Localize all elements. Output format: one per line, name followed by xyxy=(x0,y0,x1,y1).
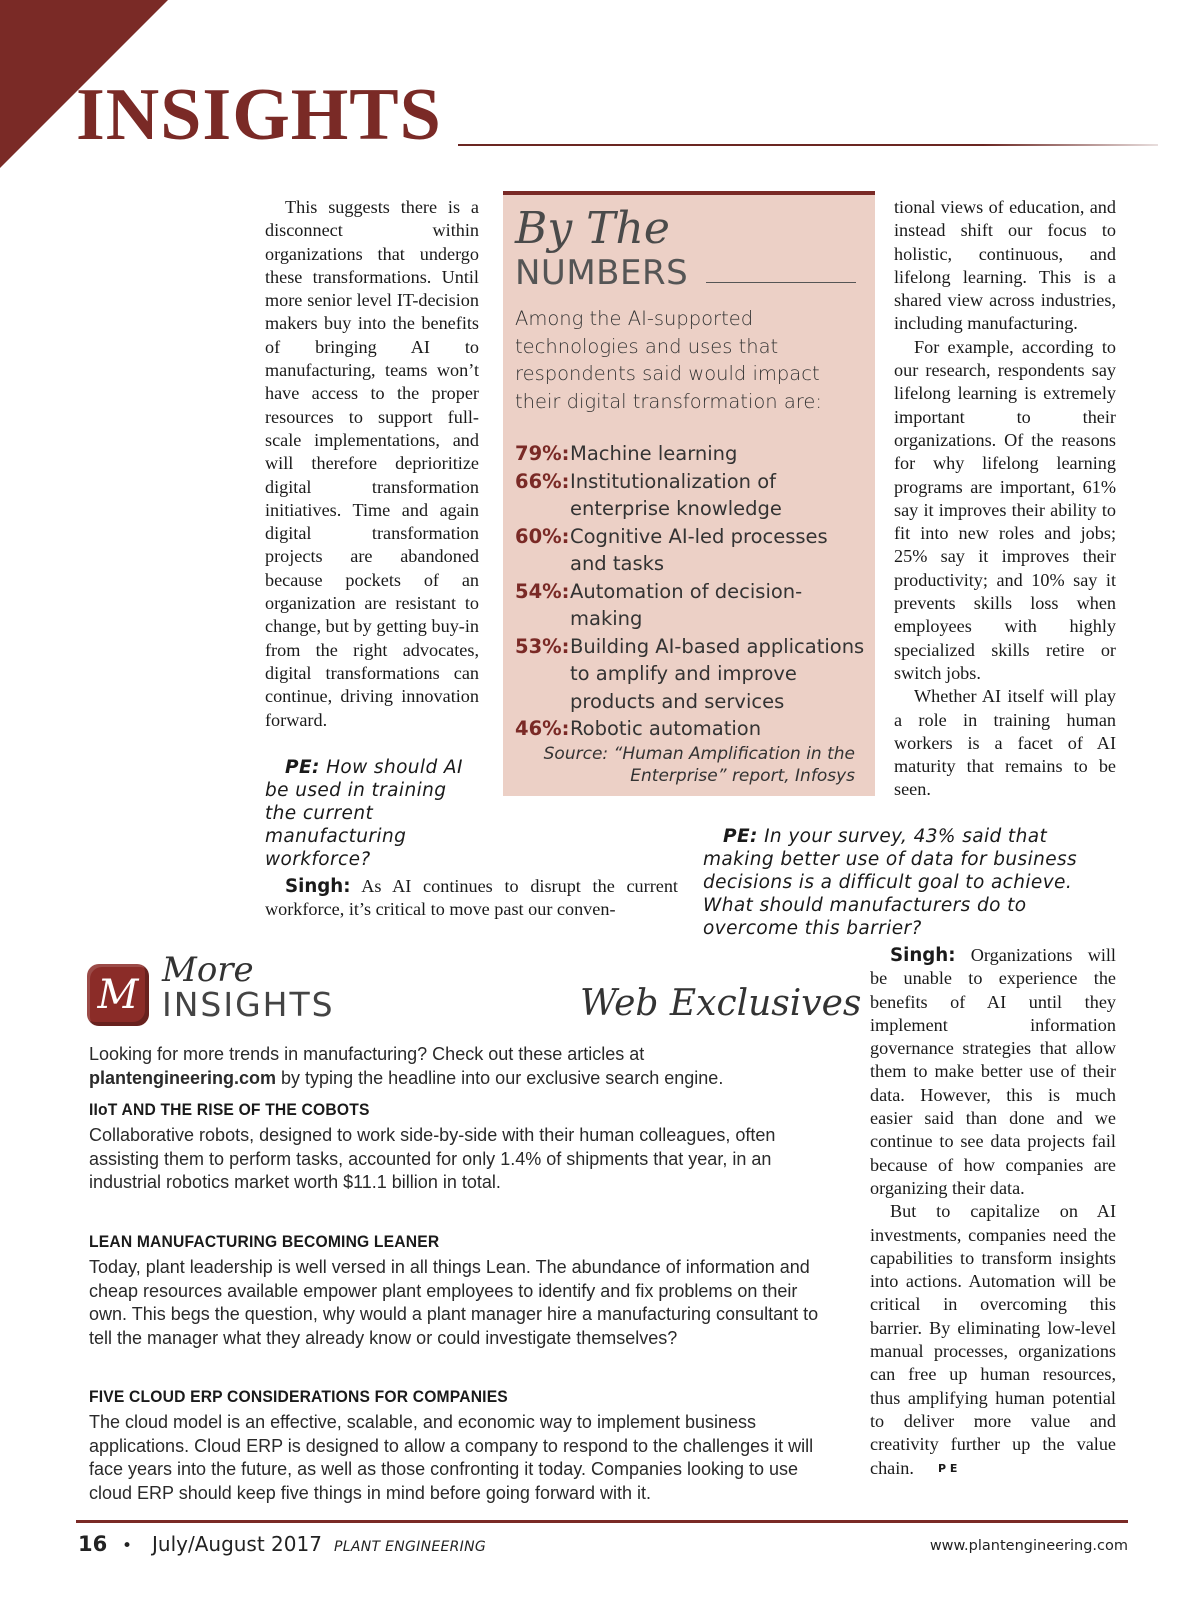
more-insights-title: INSIGHTS xyxy=(162,985,335,1024)
stat-percent: 53%: xyxy=(515,634,570,658)
article-body: Today, plant leadership is well versed in all things Lean. The abundance of information and cheap resources available empower plant employees to identify and fix problems on their own. This begs the question, why would a plant manager hire a manufacturing consultant to tell the manager what they already know or could investigate themselves? xyxy=(89,1257,819,1348)
paragraph: This suggests there is a disconnect within organizations that undergo these transformations. Until more senior level IT-decision makers buy into the benefits of bringing AI to manufacturing, teams won’t have access to the proper resources to support full-scale implementations, and will therefore deprioritize digital transformation initiatives. Time and again digital transformation projects are abandoned because pockets of an organization are resistant to change, but by getting buy-in from the right advocates, digital transformations can continue, driving innovation forward. xyxy=(265,197,479,730)
stat-item xyxy=(515,468,870,523)
web-exclusives-title: Web Exclusives xyxy=(580,983,862,1024)
stat-item xyxy=(515,523,870,578)
article-title[interactable]: FIVE CLOUD ERP CONSIDERATIONS FOR COMPANIES xyxy=(89,1387,508,1406)
stat-list xyxy=(515,440,870,743)
article-title[interactable]: IIoT AND THE RISE OF THE COBOTS xyxy=(89,1100,370,1119)
box-heading-numbers: NUMBERS xyxy=(515,253,689,293)
stat-label: Robotic automation xyxy=(570,717,762,740)
question-speaker: PE: xyxy=(723,826,758,847)
answer-text: As AI continues to disrupt the current workforce, it’s critical to move past our conven- xyxy=(265,876,678,920)
box-intro: Among the AI-supported technologies and uses that respondents said would impact their digital transformation are: xyxy=(515,307,822,413)
answer-text: Organizations will be unable to experience the benefits of AI until they implement information governance strategies that allow them to make better use of their data. However, this is much easier said than done and we continue to see data projects fail because of how companies are organizing their data. xyxy=(870,945,1116,1198)
article-column-3 xyxy=(894,196,1116,802)
site-link[interactable]: plantengineering.com xyxy=(89,1067,277,1088)
answer-speaker: Singh: xyxy=(890,945,956,966)
article-body: The cloud model is an effective, scalable, and economic way to implement business applications. Cloud ERP is designed to allow a company to respond to the challenges it will face years into the future, as well as those confronting it today. Companies looking to use cloud ERP should keep five things in mind before going forward with it. xyxy=(89,1412,814,1503)
stat-percent: 66%: xyxy=(515,469,570,493)
more-insights-logo: M xyxy=(87,964,149,1026)
stat-label: Machine learning xyxy=(570,442,738,465)
header-rule xyxy=(458,144,1158,146)
question-2 xyxy=(703,825,1116,940)
stat-item xyxy=(515,715,870,743)
question-2-block xyxy=(703,825,1116,940)
stat-label: Institutionalization of enterprise knowledge xyxy=(570,469,782,520)
issue-date: July/August 2017 xyxy=(152,1532,322,1556)
by-the-numbers-box xyxy=(503,191,875,796)
footer-bullet: • xyxy=(122,1536,133,1556)
paragraph: For example, according to our research, respondents say lifelong learning is extremely important to their organizations. Of the reasons for why lifelong learning programs are important, 61% say it improves their ability to fit into new roles and jobs; 25% say it improves their productivity; and 10% say it prevents skills loss when employees with highly specialized skills retire or switch jobs. xyxy=(894,336,1116,683)
stat-percent: 79%: xyxy=(515,442,570,465)
answer-2 xyxy=(870,944,1116,1200)
question-1 xyxy=(265,756,479,871)
stat-label: Building AI-based applications to amplify and improve products and services xyxy=(570,634,865,713)
paragraph xyxy=(870,1200,1116,1480)
article-column-4 xyxy=(870,944,1116,1480)
question-text: How should AI be used in training the current manufacturing workforce? xyxy=(265,756,463,870)
question-text: In your survey, 43% said that making better use of data for business decisions is a difficult goal to achieve. What should manufacturers do to overcome this barrier? xyxy=(703,826,1078,939)
footer-url[interactable]: www.plantengineering.com xyxy=(929,1538,1128,1554)
end-mark: P E xyxy=(937,1461,958,1475)
more-insights-intro xyxy=(89,1043,834,1090)
publication-name: PLANT ENGINEERING xyxy=(334,1539,487,1555)
box-source: Source: “Human Amplification in the Enterprise” report, Infosys xyxy=(543,744,855,786)
paragraph: tional views of education, and instead shift our focus to holistic, continuous, and lifelong learning. This is a shared view across industries, including manufacturing. xyxy=(894,197,1116,334)
stat-percent: 46%: xyxy=(515,717,570,740)
footer-rule xyxy=(76,1520,1128,1523)
stat-item xyxy=(515,633,870,716)
page-number: 16 xyxy=(78,1532,108,1556)
answer-speaker: Singh: xyxy=(285,876,351,897)
stat-percent: 60%: xyxy=(515,524,570,548)
stat-label: Cognitive AI-led processes and tasks xyxy=(570,524,828,575)
more-insights-more: More xyxy=(162,950,254,990)
stat-item xyxy=(515,440,870,468)
stat-percent: 54%: xyxy=(515,579,570,603)
intro-text: by typing the headline into our exclusive search engine. xyxy=(276,1067,724,1088)
stat-item xyxy=(515,578,870,633)
box-heading-rule xyxy=(706,282,856,283)
article-title[interactable]: LEAN MANUFACTURING BECOMING LEANER xyxy=(89,1232,440,1251)
paragraph-text: But to capitalize on AI investments, companies need the capabilities to transform insights into actions. Automation will be critical in overcoming this barrier. By eliminating low-level manual processes, organizations can free up human resources, thus amplifying human potential to deliver more value and creativity further up the value chain. xyxy=(870,1201,1116,1478)
answer-1 xyxy=(265,875,678,922)
article-body: Collaborative robots, designed to work side-by-side with their human colleagues, often assisting them to perform tasks, accounted for only 1.4% of shipments that year, in an industrial robotics market worth $11.1 billion in total. xyxy=(89,1125,776,1192)
page-title: INSIGHTS xyxy=(76,74,442,156)
stat-label: Automation of decision-making xyxy=(570,579,803,630)
question-speaker: PE: xyxy=(285,756,320,778)
paragraph: Whether AI itself will play a role in training human workers is a facet of AI maturity that remains to be seen. xyxy=(894,686,1116,800)
box-heading-by: By The xyxy=(515,203,670,254)
article-column-1 xyxy=(265,196,479,871)
intro-text: Looking for more trends in manufacturing? Check out these articles at xyxy=(89,1044,645,1064)
article-column-2 xyxy=(265,875,678,922)
